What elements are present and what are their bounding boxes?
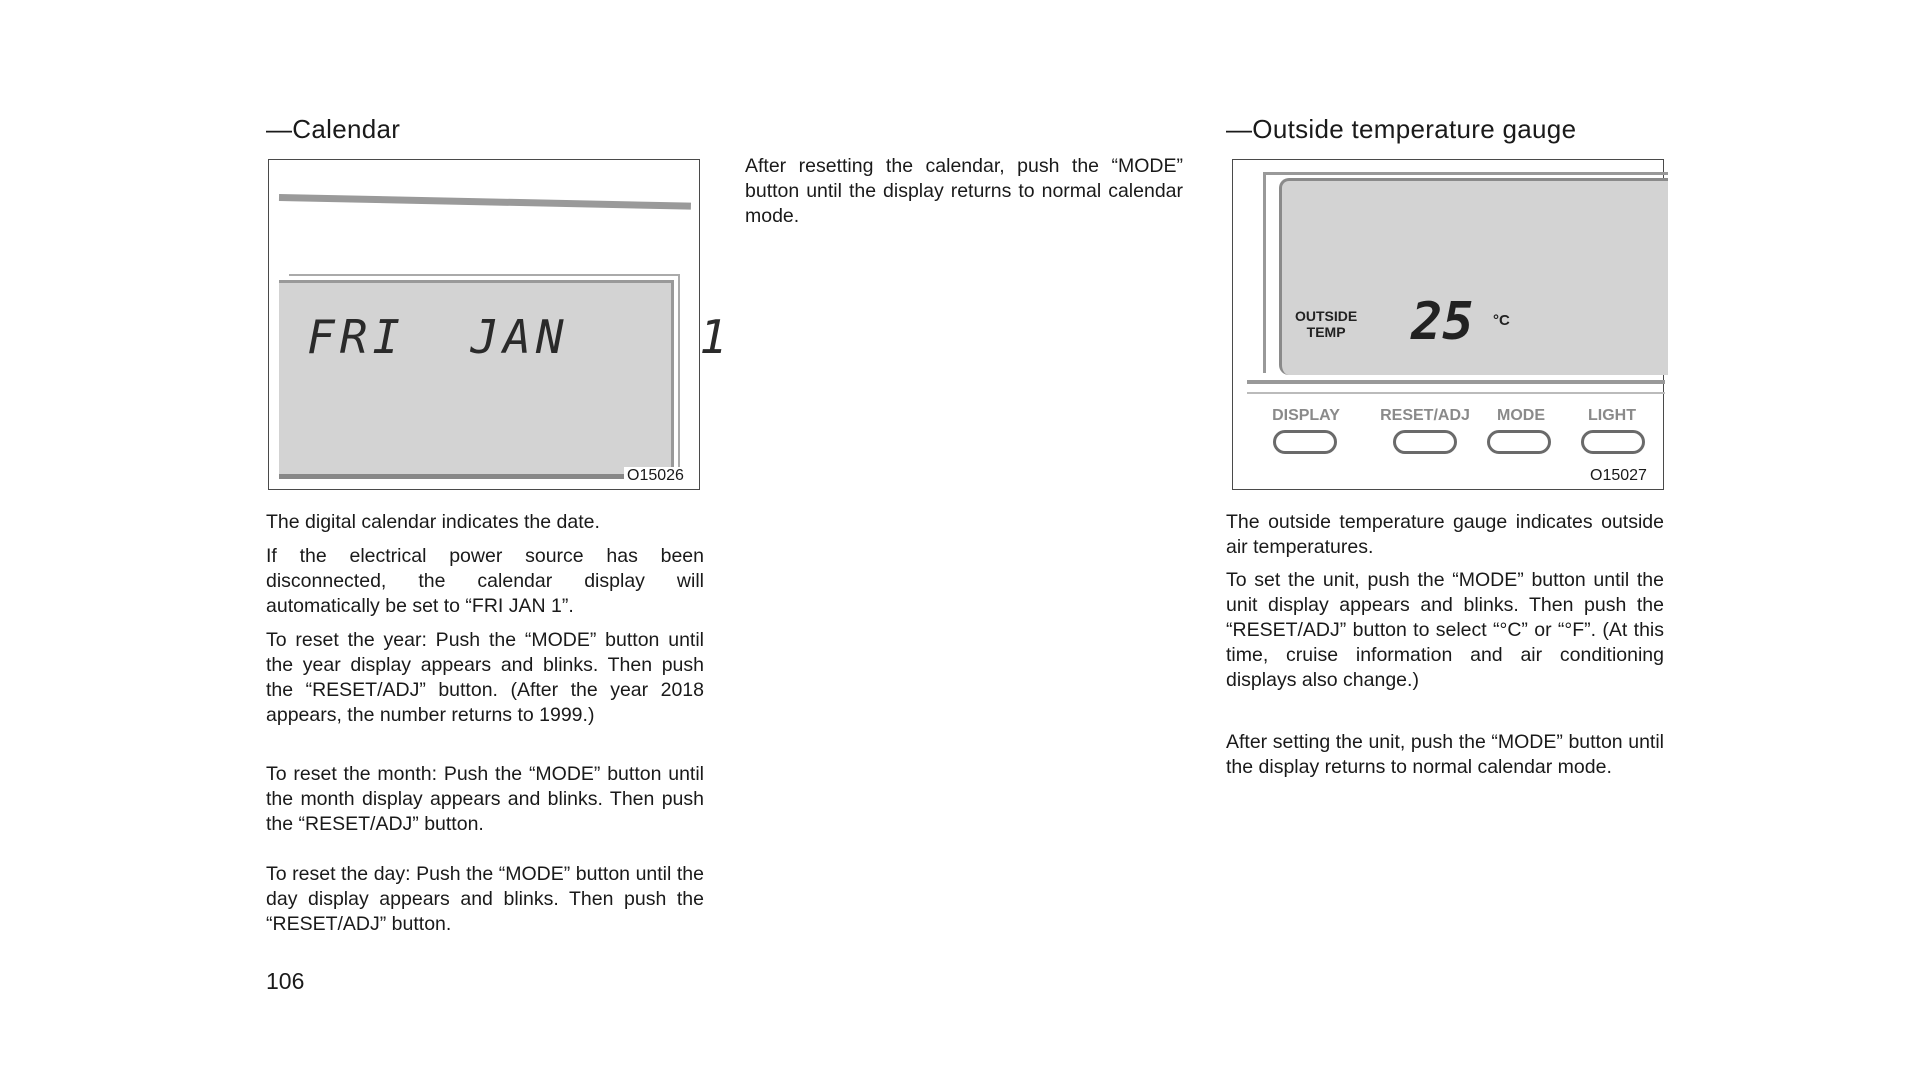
temperature-unit: °C xyxy=(1493,312,1510,329)
mode-button xyxy=(1487,430,1551,454)
calendar-lcd-text: FRI JAN 1 xyxy=(307,310,733,364)
calendar-paragraph: To reset the year: Push the “MODE” button until the year display appears and blinks. Then push the “RESET/ADJ” button. (After the year 2018 appears, the number returns to 1999.) xyxy=(266,629,704,726)
reset-adj-button-label: RESET/ADJ xyxy=(1380,407,1470,424)
outside-label: OUTSIDE xyxy=(1295,308,1358,324)
calendar-display-figure xyxy=(268,159,733,490)
mode-button-label: MODE xyxy=(1497,407,1545,424)
light-button xyxy=(1581,430,1645,454)
temperature-heading: —Outside temperature gauge xyxy=(1226,114,1577,144)
calendar-heading: —Calendar xyxy=(266,114,401,144)
temperature-value: 25 xyxy=(1411,292,1474,352)
calendar-continuation-paragraph: After resetting the calendar, push the “MODE” button until the display returns to normal calendar mode. xyxy=(745,155,1183,227)
figure-code: O15027 xyxy=(1587,467,1650,485)
calendar-paragraph: The digital calendar indicates the date. xyxy=(266,511,600,533)
temperature-paragraph: The outside temperature gauge indicates outside air temperatures. xyxy=(1226,511,1664,558)
lcd-bottom-edge xyxy=(279,474,671,479)
page-number: 106 xyxy=(266,968,305,994)
display-rail xyxy=(279,194,691,210)
lcd-base-line xyxy=(1247,380,1665,384)
temperature-display-figure xyxy=(1232,159,1664,490)
display-button-label: DISPLAY xyxy=(1272,407,1340,424)
calendar-paragraph: To reset the month: Push the “MODE” button until the month display appears and blinks. Then push the “RESET/ADJ” button. xyxy=(266,763,704,835)
temperature-paragraph: After setting the unit, push the “MODE” button until the display returns to normal calendar mode. xyxy=(1226,731,1664,778)
lcd-base-line xyxy=(1247,392,1665,394)
outside-temp-label xyxy=(1295,308,1357,340)
light-button-label: LIGHT xyxy=(1588,407,1636,424)
temp-label: TEMP xyxy=(1306,324,1346,340)
calendar-paragraph: If the electrical power source has been disconnected, the calendar display will automatically be set to “FRI JAN 1”. xyxy=(266,545,704,617)
figure-code: O15026 xyxy=(624,467,687,485)
display-button xyxy=(1273,430,1337,454)
temperature-paragraph: To set the unit, push the “MODE” button until the unit display appears and blinks. Then push the “RESET/ADJ” button to select “°C” or “°F”. (At this time, cruise information and air conditioning displays also change.) xyxy=(1226,569,1664,691)
reset-adj-button xyxy=(1393,430,1457,454)
calendar-paragraph: To reset the day: Push the “MODE” button until the day display appears and blinks. Then push the “RESET/ADJ” button. xyxy=(266,863,704,935)
